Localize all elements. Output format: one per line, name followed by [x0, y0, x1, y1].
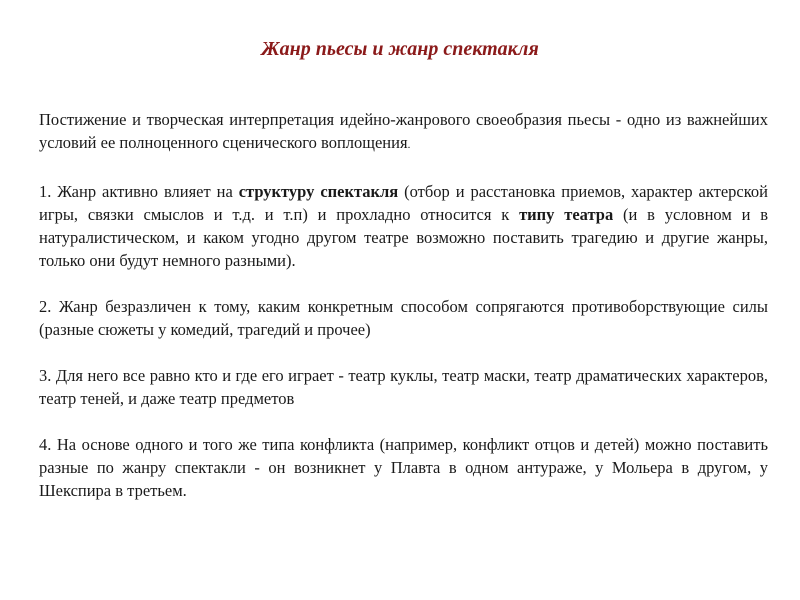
paragraph-2: 2. Жанр безразличен к тому, каким конкретным способом сопрягаются противоборствующие силы (разные сюжеты у комедий, трагедий и прочее): [39, 297, 768, 339]
intro-paragraph: [39, 108, 768, 157]
paragraph-3: 3. Для него все равно кто и где его играет - театр куклы, театр маски, театр драматических характеров, театр теней, и даже театр предметов: [39, 366, 768, 408]
intro-text: Постижение и творческая интерпретация идейно-жанрового своеобразия пьесы - одно из важнейших условий ее полноценного сценического воплощения: [39, 110, 768, 152]
p1-text-b: (отбор и расстановка приемов, характер актерской игры, связки смыслов и т.д. и т.п) и прохладно относится к: [39, 182, 768, 224]
p1-bold-structure: структуру спектакля: [238, 182, 399, 201]
p1-text-c: (и в условном и в натуралистическом, и каком угодно другом театре возможно поставить трагедию и другие жанры, только они будут немного разными).: [39, 205, 768, 270]
paragraph-4: 4. На основе одного и того же типа конфликта (например, конфликт отцов и детей) можно поставить разные по жанру спектакли - он возникнет у Плавта в одном антураже, у Мольера в другом, у Шекспира в третьем.: [39, 435, 768, 500]
p1-text-a: 1. Жанр активно влияет на: [39, 182, 239, 201]
slide-body: [39, 108, 768, 525]
slide-title: Жанр пьесы и жанр спектакля: [261, 38, 539, 60]
intro-end: .: [407, 139, 411, 151]
p1-bold-theatre-type: типу театра: [519, 205, 614, 224]
paragraph-1: [39, 180, 768, 272]
